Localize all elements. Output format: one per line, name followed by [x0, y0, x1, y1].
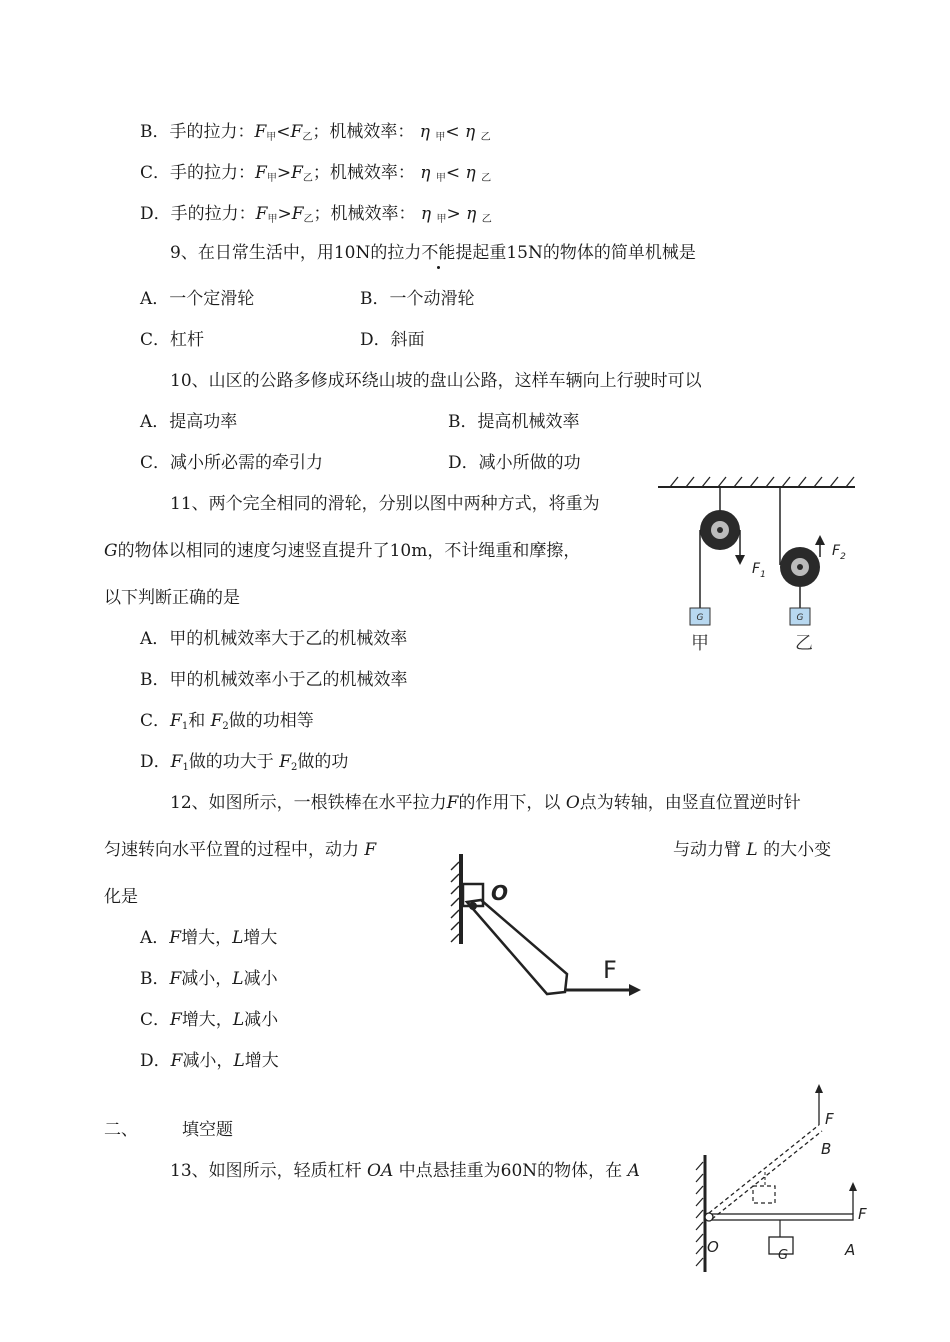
label-f-right: F — [858, 1205, 867, 1223]
q10-stem: 10、山区的公路多修成环绕山坡的盘山公路，这样车辆向上行驶时可以 — [170, 371, 702, 391]
section-heading: 二、 填空题 — [104, 1120, 233, 1140]
q10-option-a: A．提高功率 — [140, 412, 238, 432]
wall-hatching — [451, 862, 459, 942]
wall-hatching — [696, 1162, 703, 1266]
label-o: O — [707, 1238, 719, 1256]
weight-dashed — [753, 1186, 775, 1203]
q9-option-c: C．杠杆 — [140, 330, 205, 350]
label-f-top: F — [825, 1110, 834, 1128]
label-a: A — [845, 1241, 856, 1259]
f1-arrow-icon — [735, 555, 745, 565]
q12-stem-line3: 化是 — [104, 887, 138, 907]
label-yi: 乙 — [795, 633, 813, 654]
q12-stem-line1: 12、如图所示，一根铁棒在水平拉力F的作用下，以 O点为转轴，由竖直位置逆时针 — [170, 793, 801, 813]
q11-pulley-figure — [650, 475, 860, 660]
q9-emphasis: 不能 — [421, 243, 456, 263]
q12-option-b: B．F减小，L减小 — [140, 969, 278, 989]
lever-ob-dashed — [709, 1125, 819, 1213]
q11-option-b: B．甲的机械效率小于乙的机械效率 — [140, 670, 408, 690]
label-jia: 甲 — [691, 633, 709, 654]
q12-stem-line2b: 与动力臂 L 的大小变 — [673, 840, 832, 860]
label-o: O — [491, 881, 509, 905]
ceiling-hatching — [670, 477, 854, 487]
q12-stem-line2a: 匀速转向水平位置的过程中，动力 F — [104, 840, 377, 860]
q12-option-d: D．F减小，L增大 — [140, 1051, 279, 1071]
q9-option-a: A．一个定滑轮 — [140, 289, 255, 309]
q8-option-d: D．手的拉力：F甲>F乙；机械效率： η 甲> η 乙 — [140, 204, 492, 225]
lever-oa — [707, 1214, 853, 1220]
force-a-arrow-icon — [849, 1182, 857, 1191]
q12-option-c: C．F增大，L减小 — [140, 1010, 279, 1030]
q10-option-c: C．减小所必需的牵引力 — [140, 453, 324, 473]
label-f: F — [603, 956, 617, 984]
svg-text:G: G — [696, 613, 704, 623]
svg-text:G: G — [777, 1248, 789, 1263]
iron-bar — [467, 900, 567, 994]
q9-option-d: D．斜面 — [360, 330, 425, 350]
q11-option-d: D．F1做的功大于 F2做的功 — [140, 752, 349, 773]
q11-stem-line3: 以下判断正确的是 — [104, 588, 240, 608]
label-b: B — [821, 1140, 832, 1158]
q10-option-b: B．提高机械效率 — [448, 412, 580, 432]
force-arrow-icon — [629, 984, 641, 996]
q11-stem-line1: 11、两个完全相同的滑轮，分别以图中两种方式，将重为 — [170, 494, 600, 514]
force-b-arrow-icon — [815, 1084, 823, 1093]
f2-arrow-icon — [815, 535, 825, 545]
f1-label: $F_1$ — [752, 561, 766, 580]
q8-option-c: C．手的拉力：F甲>F乙；机械效率： η 甲< η 乙 — [140, 163, 492, 184]
q12-option-a: A．F增大，L增大 — [140, 928, 278, 948]
q13-stem: 13、如图所示，轻质杠杆 OA 中点悬挂重为60N的物体，在 A — [170, 1161, 640, 1181]
q13-lever-figure — [685, 1080, 880, 1275]
q10-option-d: D．减小所做的功 — [448, 453, 581, 473]
q9-stem: 9、在日常生活中，用10N的拉力不能提起重15N的物体的简单机械是 — [170, 243, 696, 263]
q11-stem-line2: G的物体以相同的速度匀速竖直提升了10m，不计绳重和摩擦， — [104, 541, 581, 561]
f2-label: $F_2$ — [832, 543, 846, 562]
q8-option-b: B．手的拉力：F甲<F乙；机械效率： η 甲< η 乙 — [140, 122, 491, 143]
q11-option-c: C．F1和 F2做的功相等 — [140, 711, 314, 732]
q12-lever-figure — [425, 848, 655, 1008]
svg-text:G: G — [796, 613, 804, 623]
pivot-o — [705, 1213, 713, 1221]
q9-option-b: B．一个动滑轮 — [360, 289, 475, 309]
q11-option-a: A．甲的机械效率大于乙的机械效率 — [140, 629, 408, 649]
